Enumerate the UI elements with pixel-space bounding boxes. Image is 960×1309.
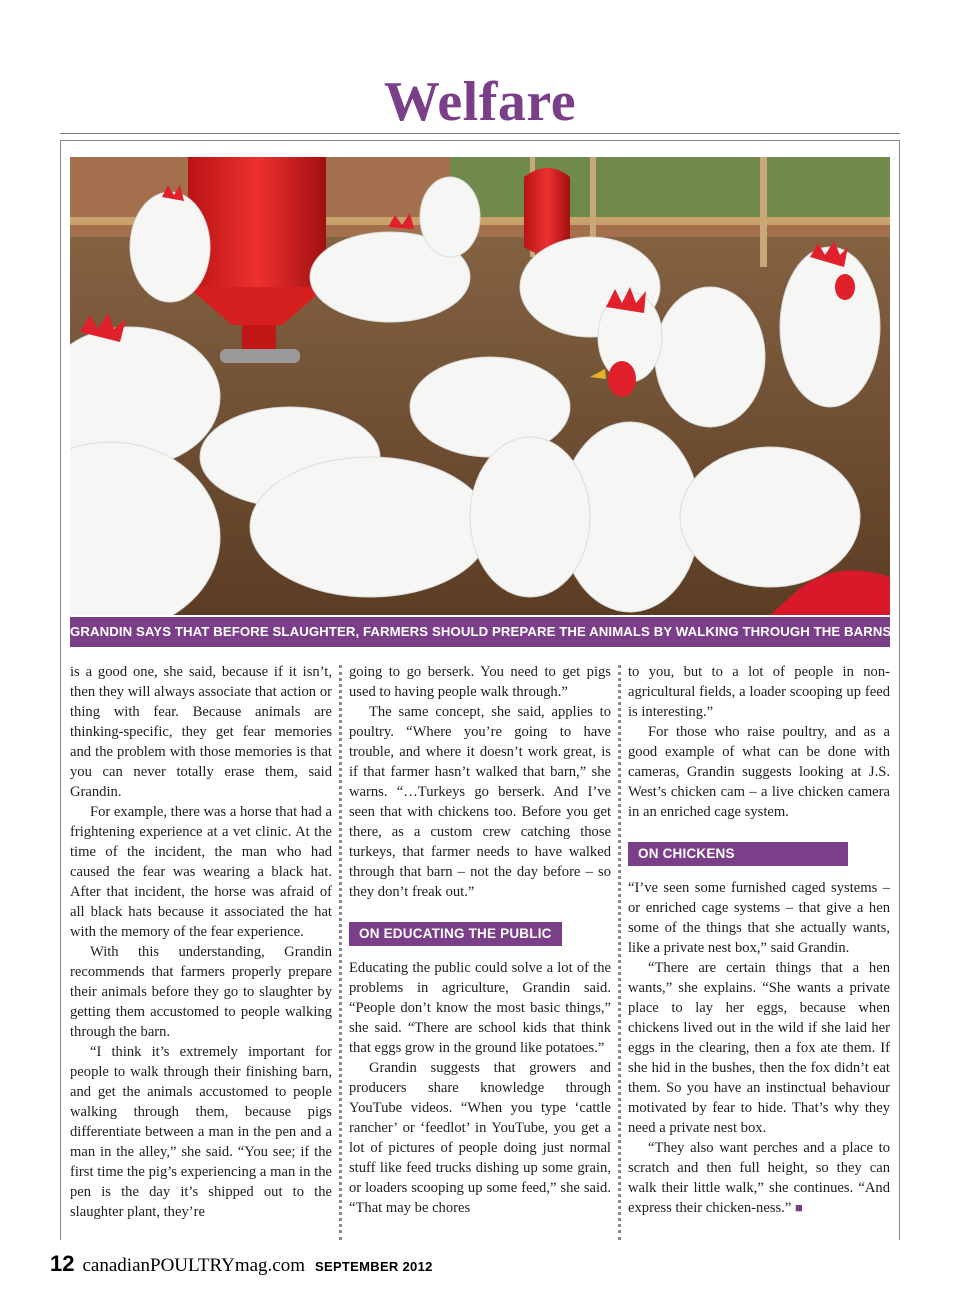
bamboo-post bbox=[760, 157, 767, 267]
hero-photo-chickens bbox=[70, 157, 890, 615]
article-column-3 bbox=[628, 662, 890, 1218]
chicken-body bbox=[680, 447, 860, 587]
background-greenery bbox=[450, 157, 890, 217]
paragraph-final bbox=[628, 1138, 890, 1218]
chicken-body bbox=[130, 192, 210, 302]
page-footer bbox=[50, 1250, 433, 1281]
chicken-body bbox=[655, 287, 765, 427]
frame-top-border bbox=[60, 140, 900, 141]
paragraph: With this understanding, Grandin recommends that farmers properly prepare their animals before they go to slaughter by getting them accustomed to people walking through the barn. bbox=[70, 944, 332, 1040]
page-number: 12 bbox=[50, 1251, 75, 1276]
column-divider bbox=[618, 665, 621, 1240]
paragraph: Grandin suggests that growers and producers share knowledge through YouTube videos. “When you type ‘cattle rancher’ or ‘feedlot’ in YouTube, you get a lot of pictures of people doing just normal stuff like feed trucks dishing up some grain, or loaders scooping up some feed,” she said. “That may be chores bbox=[349, 1060, 611, 1216]
chicken-body bbox=[420, 177, 480, 257]
chicken-wattle bbox=[608, 361, 636, 397]
article-column-2 bbox=[349, 662, 611, 1218]
frame-left-border bbox=[60, 140, 61, 1240]
paragraph: Educating the public could solve a lot of the problems in agriculture, Grandin said. “People don’t know the most basic things,” she said. “There are school kids that think that eggs grow in the ground like potatoes.” bbox=[349, 960, 611, 1056]
subhead-educating-public: ON EDUCATING THE PUBLIC bbox=[349, 922, 562, 946]
chicken-body bbox=[250, 457, 490, 597]
paragraph: is a good one, she said, because if it isn’t, then they will always associate that action or thing with fear. Because animals are thinking-specific, they get fear memories and the problem with those memories is that you can never totally erase them, said Grandin. bbox=[70, 664, 332, 800]
frame-right-border bbox=[899, 140, 900, 1240]
footer-website: canadianPOULTRYmag.com bbox=[82, 1255, 305, 1276]
chicken-body bbox=[470, 437, 590, 597]
subhead-on-chickens: ON CHICKENS bbox=[628, 842, 848, 866]
paragraph-text: “They also want perches and a place to scratch and then full height, so they can walk their little walk,” she continues. “And express their chicken-ness.” bbox=[628, 1140, 890, 1216]
section-title: Welfare bbox=[383, 71, 577, 133]
column-divider bbox=[339, 665, 342, 1240]
paragraph: “There are certain things that a hen wants,” she explains. “She wants a private place to lay her eggs, because when chickens lived out in the wild if she laid her eggs in the clearing, then a fox ate them. If she hid in the bushes, then the fox didn’t eat them. So you have an instinctual behaviour motivated by fear to hide. That’s why they need a private nest box. bbox=[628, 960, 890, 1136]
paragraph: For those who raise poultry, and as a good example of what can be done with cameras, Grandin suggests looking at J.S. West’s chicken cam – a live chicken camera in an enriched cage system. bbox=[628, 724, 890, 820]
chicken-illustration bbox=[70, 157, 890, 615]
paragraph: The same concept, she said, applies to poultry. “Where you’re going to have trouble, and where it doesn’t work great, is if that farmer hasn’t walked that barn,” she warns. “…Turkeys go berserk. And I’ve seen that with chickens too. Before you get there, as a custom crew catching those turkeys, that farmer needs to have walked through that barn – not the day before – so they don’t freak out.” bbox=[349, 704, 611, 900]
end-of-article-mark: ■ bbox=[794, 1200, 803, 1215]
photo-caption: GRANDIN SAYS THAT BEFORE SLAUGHTER, FARMERS SHOULD PREPARE THE ANIMALS BY WALKING THROUGH THE BARNS. bbox=[70, 617, 890, 647]
paragraph: For example, there was a horse that had a frightening experience at a vet clinic. At the time of the incident, the man who had caused the fear was wearing a black hat. After that incident, the horse was afraid of all black hats because it associated the hat with the memory of the fear experience. bbox=[70, 804, 332, 940]
chicken-wattle bbox=[835, 274, 855, 300]
chicken-body bbox=[780, 247, 880, 407]
article-column-1 bbox=[70, 662, 332, 1222]
footer-issue-date: SEPTEMBER 2012 bbox=[315, 1259, 433, 1274]
paragraph: “I think it’s extremely important for people to walk through their finishing barn, and get the animals accustomed to people walking through them, because pigs differentiate between a man in the pen and a man in the alley,” she said. “You see; if the first time the pig’s experiencing a man in the pen is the day it’s shipped out to the slaughter plant, they’re bbox=[70, 1044, 332, 1220]
title-rule bbox=[60, 133, 900, 134]
paragraph: to you, but to a lot of people in non-agricultural fields, a loader scooping up feed is interesting.” bbox=[628, 664, 890, 720]
paragraph: going to go berserk. You need to get pigs used to having people walk through.” bbox=[349, 664, 611, 700]
paragraph: “I’ve seen some furnished caged systems – or enriched cage systems – that give a hen some of the things that she actually wants, like a private nest box,” said Grandin. bbox=[628, 880, 890, 956]
